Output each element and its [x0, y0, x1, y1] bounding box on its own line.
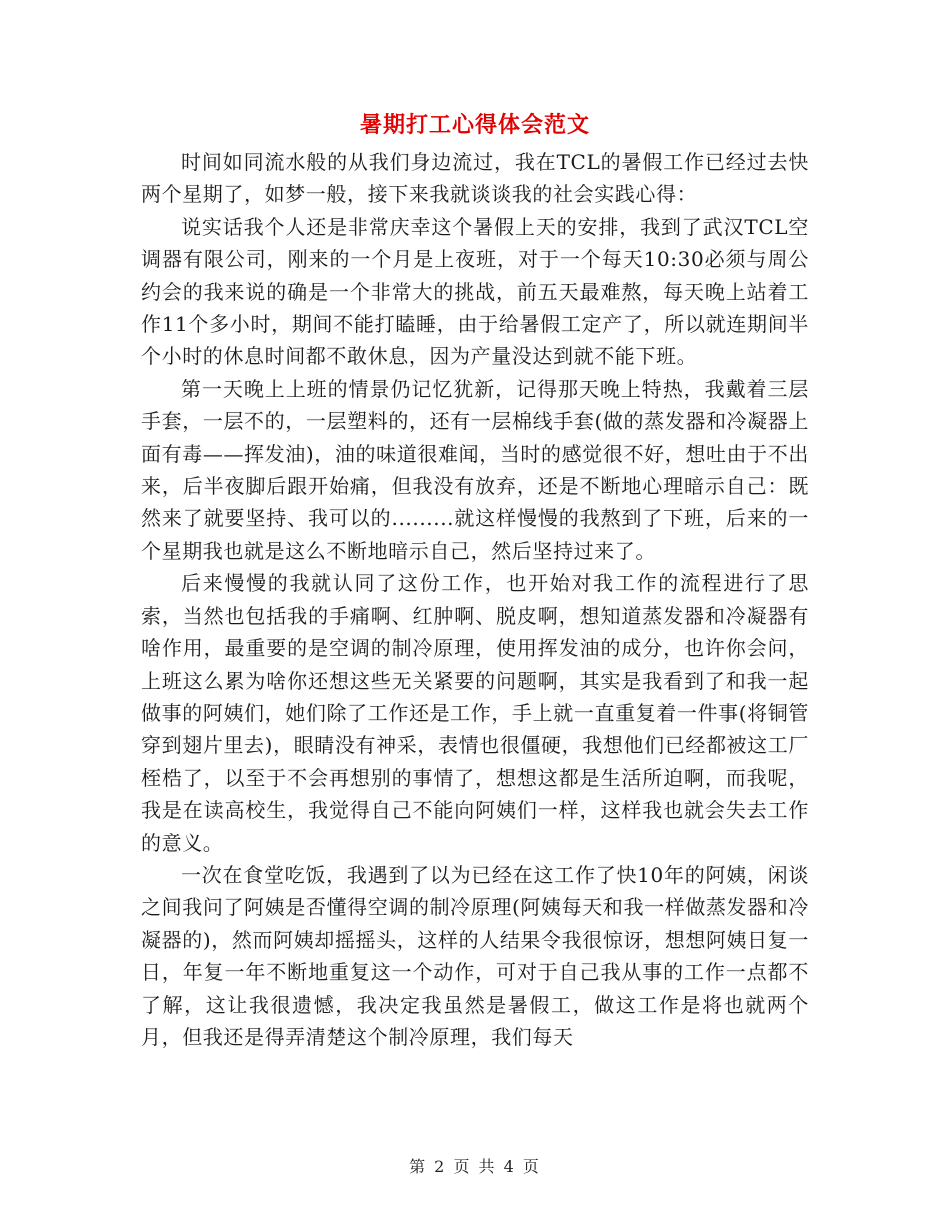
paragraph-4: 后来慢慢的我就认同了这份工作，也开始对我工作的流程进行了思索，当然也包括我的手痛啊、红肿啊、脱皮啊，想知道蒸发器和冷凝器有啥作用，最重要的是空调的制冷原理，使用挥发油的成分，也许你会问，上班这么累为啥你还想这些无关紧要的问题啊，其实是我看到了和我一起做事的阿姨们，她们除了工作还是工作，手上就一直重复着一件事(将铜管穿到翅片里去)，眼睛没有神采，表情也很僵硬，我想他们已经都被这工厂桎梏了，以至于不会再想别的事情了，想想这都是生活所迫啊，而我呢，我是在读高校生，我觉得自己不能向阿姨们一样，这样我也就会失去工作的意义。	[141, 571, 809, 855]
paragraph-2: 说实话我个人还是非常庆幸这个暑假上天的安排，我到了武汉TCL空调器有限公司，刚来的一个月是上夜班，对于一个每天10:30必须与周公约会的我来说的确是一个非常大的挑战，前五天最难熬，每天晚上站着工作11个多小时，期间不能打瞌睡，由于给暑假工定产了，所以就连期间半个小时的休息时间都不敢休息，因为产量没达到就不能下班。	[141, 214, 809, 369]
paragraph-5: 一次在食堂吃饭，我遇到了以为已经在这工作了快10年的阿姨，闲谈之间我问了阿姨是否懂得空调的制冷原理(阿姨每天和我一样做蒸发器和冷凝器的)，然而阿姨却摇摇头，这样的人结果令我很惊讶，想想阿姨日复一日，年复一年不断地重复这一个动作，可对于自己我从事的工作一点都不了解，这让我很遗憾，我决定我虽然是暑假工，做这工作是将也就两个月，但我还是得弄清楚这个制冷原理，我们每天	[141, 862, 809, 1049]
document-body	[141, 146, 809, 1053]
page-footer: 第 2 页 共 4 页	[409, 1157, 541, 1176]
page-title: 暑期打工心得体会范文	[359, 112, 590, 138]
paragraph-1: 时间如同流水般的从我们身边流过，我在TCL的暑假工作已经过去快两个星期了，如梦一般，接下来我就谈谈我的社会实践心得：	[141, 150, 809, 207]
paragraph-3: 第一天晚上上班的情景仍记忆犹新，记得那天晚上特热，我戴着三层手套，一层不的，一层塑料的，还有一层棉线手套(做的蒸发器和冷凝器上面有毒——挥发油)，油的味道很难闻，当时的感觉很不好，想吐由于不出来，后半夜脚后跟开始痛，但我没有放弃，还是不断地心理暗示自己：既然来了就要坚持、我可以的.........就这样慢慢的我熬到了下班，后来的一个星期我也就是这么不断地暗示自己，然后坚持过来了。	[141, 376, 809, 563]
